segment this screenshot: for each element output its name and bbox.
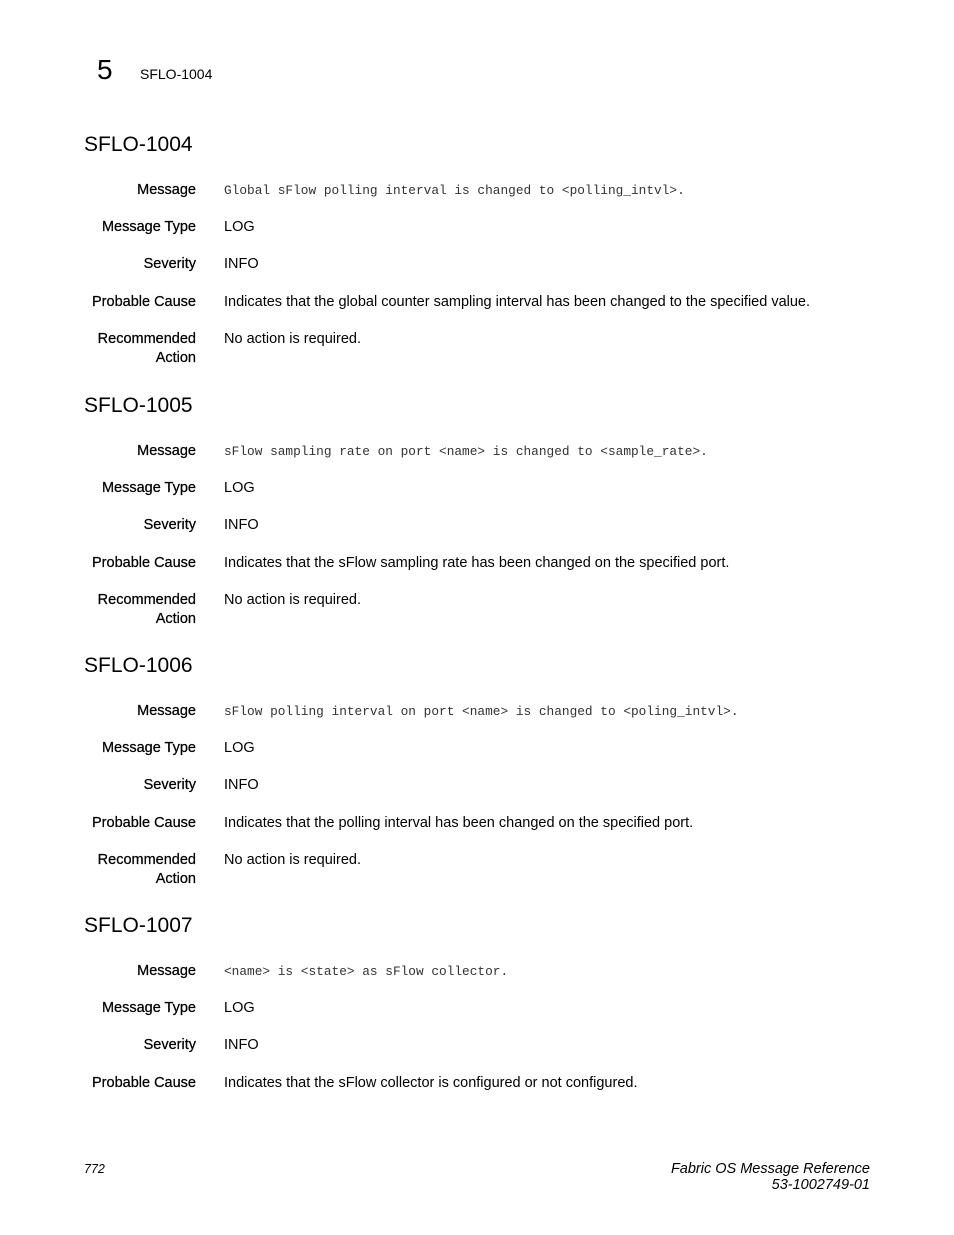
footer-doc-info [671, 1161, 870, 1193]
recommended-action-label [36, 851, 196, 889]
severity-label: Severity [143, 256, 196, 272]
recommended-label-line2: Action [155, 350, 196, 366]
severity-value: INFO [224, 517, 259, 533]
recommended-label-line2: Action [155, 611, 196, 627]
message-label: Message [137, 182, 196, 198]
message-text: Global sFlow polling interval is changed to <polling_intvl>. [224, 183, 685, 198]
recommended-action-label [36, 330, 196, 368]
message-type-value: LOG [224, 1000, 255, 1016]
severity-label: Severity [143, 1037, 196, 1053]
recommended-action-value: No action is required. [224, 592, 362, 608]
probable-cause-label: Probable Cause [92, 1075, 196, 1091]
message-type-label: Message Type [101, 1000, 196, 1016]
recommended-label-line2: Action [155, 871, 196, 887]
message-type-label: Message Type [101, 480, 196, 496]
message-type-value: LOG [224, 480, 255, 496]
message-type-label: Message Type [101, 740, 196, 756]
chapter-number: 5 [97, 54, 113, 85]
message-type-value: LOG [224, 740, 255, 756]
severity-value: INFO [224, 1037, 259, 1053]
probable-cause-value: Indicates that the polling interval has been changed on the specified port. [224, 815, 694, 831]
probable-cause-value: Indicates that the global counter sampling interval has been changed to the specified value. [224, 294, 811, 310]
severity-value: INFO [224, 777, 259, 793]
message-text: sFlow polling interval on port <name> is changed to <poling_intvl>. [224, 704, 739, 719]
probable-cause-value: Indicates that the sFlow collector is configured or not configured. [224, 1075, 638, 1091]
message-label: Message [137, 443, 196, 459]
running-header: SFLO-1004 [140, 66, 213, 82]
probable-cause-value: Indicates that the sFlow sampling rate has been changed on the specified port. [224, 555, 730, 571]
section-title: SFLO-1006 [84, 654, 193, 677]
section-title: SFLO-1005 [84, 394, 193, 417]
message-type-label: Message Type [101, 219, 196, 235]
document-title: Fabric OS Message Reference [670, 1161, 870, 1177]
message-text: sFlow sampling rate on port <name> is changed to <sample_rate>. [224, 444, 708, 459]
message-type-value: LOG [224, 219, 255, 235]
recommended-action-value: No action is required. [224, 331, 362, 347]
message-label: Message [137, 963, 196, 979]
recommended-label-line1: Recommended [97, 331, 196, 347]
severity-label: Severity [143, 777, 196, 793]
recommended-action-label [36, 591, 196, 629]
severity-value: INFO [224, 256, 259, 272]
recommended-label-line1: Recommended [97, 592, 196, 608]
section-title: SFLO-1004 [84, 133, 193, 156]
recommended-label-line1: Recommended [97, 852, 196, 868]
page-number: 772 [84, 1162, 105, 1176]
document-number: 53-1002749-01 [771, 1177, 870, 1193]
probable-cause-label: Probable Cause [92, 815, 196, 831]
section-title: SFLO-1007 [84, 914, 193, 937]
probable-cause-label: Probable Cause [92, 294, 196, 310]
message-text: <name> is <state> as sFlow collector. [224, 964, 509, 979]
recommended-action-value: No action is required. [224, 852, 362, 868]
severity-label: Severity [143, 517, 196, 533]
probable-cause-label: Probable Cause [92, 555, 196, 571]
message-label: Message [137, 703, 196, 719]
